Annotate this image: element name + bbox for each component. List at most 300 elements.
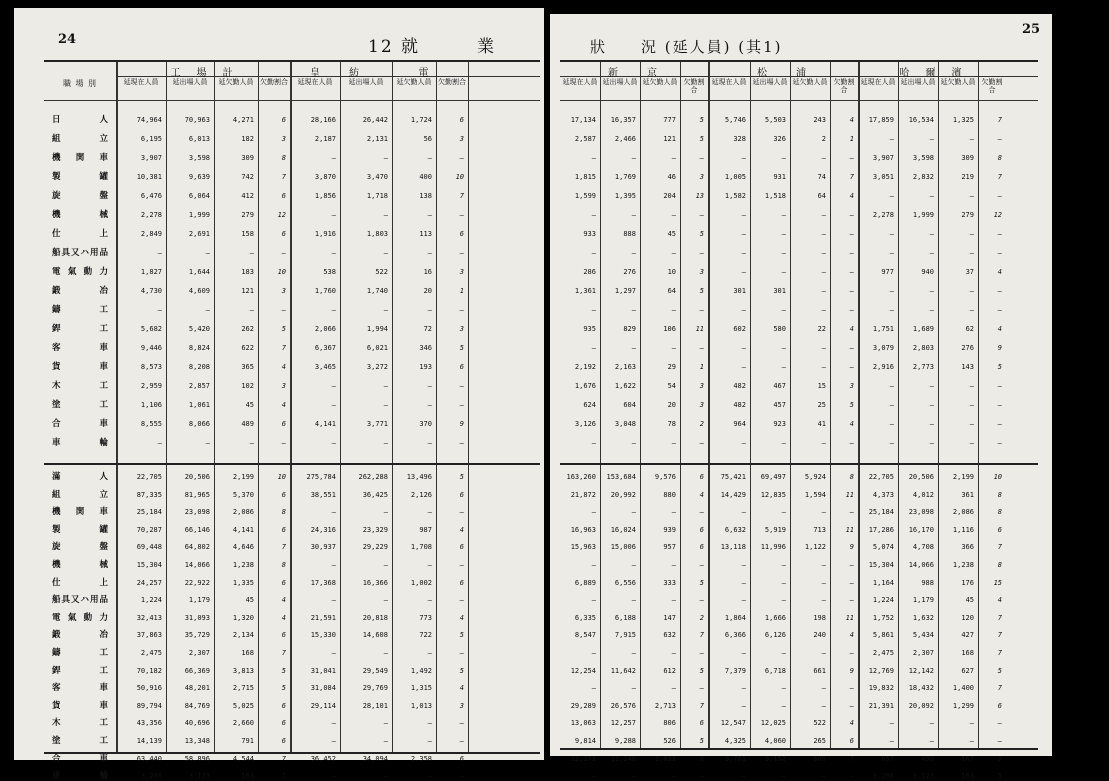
value-cell: 16,357 xyxy=(610,116,636,124)
value-cell: — xyxy=(671,439,676,447)
absence-ratio-cell: — xyxy=(459,772,464,781)
value-cell: 4,325 xyxy=(724,737,746,745)
absence-ratio-cell: 5 xyxy=(459,666,464,675)
value-cell: 163 xyxy=(241,772,254,781)
value-cell: 29,114 xyxy=(310,701,336,710)
value-cell: 3,051 xyxy=(872,173,894,181)
value-cell: — xyxy=(671,596,676,605)
value-cell: 5,025 xyxy=(232,701,254,710)
row-label: 鑄 工 xyxy=(52,648,108,658)
group-header: 哈 爾 濱 xyxy=(899,68,965,79)
value-cell: 2,307 xyxy=(912,649,934,657)
value-cell: 2,086 xyxy=(952,508,974,517)
value-cell: 38,551 xyxy=(310,490,336,499)
row-label: 貨 車 xyxy=(52,700,108,711)
value-cell: 1,361 xyxy=(574,287,596,295)
absence-ratio-cell: 6 xyxy=(459,116,464,124)
value-cell: 50,916 xyxy=(136,684,162,693)
value-cell: 153,684 xyxy=(606,473,636,481)
value-cell: 23,098 xyxy=(184,508,210,517)
value-cell: — xyxy=(969,306,974,314)
value-cell: 309 xyxy=(961,154,974,162)
value-cell: 977 xyxy=(881,268,894,276)
absence-ratio-cell: — xyxy=(849,249,854,257)
value-cell: — xyxy=(969,249,974,257)
value-cell: 777 xyxy=(663,116,676,124)
value-cell: — xyxy=(741,363,746,371)
absence-ratio-cell: 4 xyxy=(849,631,854,640)
value-cell: 204 xyxy=(663,192,676,200)
value-cell: 482 xyxy=(733,401,746,409)
absence-ratio-cell: — xyxy=(699,649,704,657)
value-cell: — xyxy=(889,420,894,428)
right-page xyxy=(550,14,1052,781)
value-cell: — xyxy=(591,306,596,314)
left-page-title: 12 就 業 xyxy=(368,37,497,57)
value-cell: 279 xyxy=(961,211,974,219)
value-cell: 28,101 xyxy=(362,701,388,710)
absence-ratio-cell: 6 xyxy=(699,473,704,481)
row-label: 鍛 冶 xyxy=(52,630,108,641)
value-cell: — xyxy=(741,561,746,569)
value-cell: — xyxy=(741,649,746,657)
value-cell: 147 xyxy=(663,613,676,622)
value-cell: 806 xyxy=(663,719,676,728)
value-cell: — xyxy=(331,401,336,409)
value-cell: 45 xyxy=(245,401,254,409)
value-cell: 13,348 xyxy=(184,737,210,745)
value-cell: 632 xyxy=(663,631,676,640)
absence-ratio-cell: — xyxy=(997,382,1002,390)
value-cell: — xyxy=(331,249,336,257)
absence-ratio-cell: 9 xyxy=(849,543,854,552)
absence-ratio-cell: 7 xyxy=(997,684,1002,693)
absence-ratio-cell: 6 xyxy=(281,116,286,124)
value-cell: — xyxy=(427,211,432,219)
value-cell: — xyxy=(969,382,974,390)
value-cell: 3,272 xyxy=(366,363,388,371)
value-cell: 3,813 xyxy=(232,666,254,675)
row-label: 仕 上 xyxy=(52,229,108,239)
value-cell: 158 xyxy=(241,230,254,238)
absence-ratio-cell: 7 xyxy=(997,613,1002,622)
value-cell: — xyxy=(781,684,786,693)
value-cell: 17,368 xyxy=(310,578,336,587)
row-label: 日 人 xyxy=(52,115,108,125)
value-cell: — xyxy=(427,154,432,162)
row-label: 機関車 xyxy=(52,153,108,163)
value-cell: 1,676 xyxy=(574,382,596,390)
value-cell: — xyxy=(781,306,786,314)
value-cell: 1,002 xyxy=(410,578,432,587)
absence-ratio-cell: 6 xyxy=(281,719,286,728)
value-cell: 3,123 xyxy=(188,772,210,781)
value-cell: 29,549 xyxy=(362,666,388,675)
row-label: 車 輪 xyxy=(52,438,108,448)
value-cell: 940 xyxy=(921,268,934,276)
value-cell: — xyxy=(741,684,746,693)
value-cell: — xyxy=(929,439,934,447)
value-cell: 29,769 xyxy=(362,684,388,693)
absence-ratio-cell: — xyxy=(849,306,854,314)
column-header: 延欠勤人員 xyxy=(792,78,828,86)
absence-ratio-cell: 3 xyxy=(459,701,464,710)
value-cell: — xyxy=(821,230,826,238)
value-cell: 13,063 xyxy=(570,719,596,728)
value-cell: 3,079 xyxy=(872,344,894,352)
value-cell: — xyxy=(929,192,934,200)
value-cell: 3,123 xyxy=(912,772,934,781)
value-cell: — xyxy=(889,249,894,257)
value-cell: — xyxy=(929,135,934,143)
value-cell: 1,164 xyxy=(872,578,894,587)
value-cell: 1,013 xyxy=(410,701,432,710)
value-cell: — xyxy=(671,249,676,257)
value-cell: 193 xyxy=(419,363,432,371)
absence-ratio-cell: — xyxy=(849,508,854,517)
absence-ratio-cell: — xyxy=(997,401,1002,409)
absence-ratio-cell: — xyxy=(699,508,704,517)
absence-ratio-cell: — xyxy=(849,230,854,238)
absence-ratio-cell: — xyxy=(699,344,704,352)
value-cell: 22,922 xyxy=(184,578,210,587)
absence-ratio-cell: 6 xyxy=(281,631,286,640)
value-cell: 13,496 xyxy=(406,473,432,481)
value-cell: 64,802 xyxy=(184,543,210,552)
value-cell: 4,060 xyxy=(764,737,786,745)
absence-ratio-cell: — xyxy=(849,561,854,569)
value-cell: — xyxy=(929,401,934,409)
absence-ratio-cell: — xyxy=(699,684,704,693)
absence-ratio-cell: 1 xyxy=(699,363,704,371)
column-header: 延出場人員 xyxy=(752,78,788,86)
value-cell: — xyxy=(383,561,388,569)
value-cell: 15,330 xyxy=(310,631,336,640)
value-cell: — xyxy=(929,719,934,728)
value-cell: 3,870 xyxy=(314,173,336,181)
value-cell: 1,122 xyxy=(804,543,826,552)
value-cell: 2,307 xyxy=(188,649,210,657)
value-cell: — xyxy=(969,287,974,295)
value-cell: 31,041 xyxy=(310,666,336,675)
value-cell: 66,369 xyxy=(184,666,210,675)
absence-ratio-cell: — xyxy=(459,719,464,728)
column-header: 延現在人員 xyxy=(562,78,598,86)
value-cell: 1,299 xyxy=(952,701,974,710)
absence-ratio-cell: — xyxy=(997,192,1002,200)
value-cell: 964 xyxy=(733,420,746,428)
absence-ratio-cell: 3 xyxy=(699,173,704,181)
absence-ratio-cell: 4 xyxy=(849,192,854,200)
absence-ratio-cell: 5 xyxy=(699,737,704,745)
value-cell: 138 xyxy=(419,192,432,200)
absence-ratio-cell: 11 xyxy=(845,613,854,622)
row-label: 旋 盤 xyxy=(52,542,108,553)
value-cell: 69,448 xyxy=(136,543,162,552)
value-cell: 1,999 xyxy=(188,211,210,219)
absence-ratio-cell: — xyxy=(459,154,464,162)
absence-ratio-cell: — xyxy=(849,287,854,295)
value-cell: 70,287 xyxy=(136,525,162,534)
value-cell: 1,916 xyxy=(314,230,336,238)
absence-ratio-cell: 4 xyxy=(281,613,286,622)
value-cell: 3,126 xyxy=(574,420,596,428)
absence-ratio-cell: — xyxy=(997,306,1002,314)
value-cell: — xyxy=(591,344,596,352)
value-cell: 8,761 xyxy=(724,754,746,763)
row-label: 機関車 xyxy=(52,507,108,518)
value-cell: 1,599 xyxy=(574,192,596,200)
value-cell: 25,184 xyxy=(136,508,162,517)
value-cell: 12,547 xyxy=(720,719,746,728)
value-cell: 121 xyxy=(241,287,254,295)
value-cell: — xyxy=(969,439,974,447)
value-cell: 17,134 xyxy=(570,116,596,124)
value-cell: — xyxy=(821,363,826,371)
value-cell: 16,963 xyxy=(570,525,596,534)
value-cell: — xyxy=(591,649,596,657)
absence-ratio-cell: 8 xyxy=(281,154,286,162)
value-cell: 1,827 xyxy=(140,268,162,276)
absence-ratio-cell: 6 xyxy=(699,719,704,728)
value-cell: 15 xyxy=(817,382,826,390)
absence-ratio-cell: 4 xyxy=(849,420,854,428)
value-cell: 661 xyxy=(813,666,826,675)
row-label: 塗 工 xyxy=(52,400,108,410)
value-cell: 5,746 xyxy=(724,116,746,124)
row-label: 木 工 xyxy=(52,718,108,729)
value-cell: — xyxy=(671,561,676,569)
absence-ratio-cell: — xyxy=(281,439,286,447)
value-cell: — xyxy=(331,508,336,517)
value-cell: 28,166 xyxy=(310,116,336,124)
value-cell: 37,863 xyxy=(136,631,162,640)
absence-ratio-cell: 4 xyxy=(849,325,854,333)
absence-ratio-cell: 6 xyxy=(997,701,1002,710)
absence-ratio-cell: 4 xyxy=(997,596,1002,605)
value-cell: — xyxy=(741,230,746,238)
column-header: 延現在人員 xyxy=(860,78,896,86)
value-cell: 16 xyxy=(423,268,432,276)
value-cell: 370 xyxy=(419,420,432,428)
absence-ratio-cell: — xyxy=(849,363,854,371)
value-cell: 2,959 xyxy=(140,382,162,390)
value-cell: 275,784 xyxy=(306,473,336,481)
value-cell: — xyxy=(741,306,746,314)
value-cell: 16,170 xyxy=(908,525,934,534)
absence-ratio-cell: 7 xyxy=(849,173,854,181)
value-cell: 31,093 xyxy=(184,613,210,622)
value-cell: — xyxy=(331,211,336,219)
value-cell: 168 xyxy=(961,649,974,657)
value-cell: 69,497 xyxy=(760,473,786,481)
absence-ratio-cell: 10 xyxy=(277,473,286,481)
value-cell: 1,335 xyxy=(232,578,254,587)
value-cell: — xyxy=(383,306,388,314)
value-cell: 931 xyxy=(773,173,786,181)
value-cell: — xyxy=(821,578,826,587)
value-cell: 1,760 xyxy=(314,287,336,295)
value-cell: 6,013 xyxy=(188,135,210,143)
absence-ratio-cell: 7 xyxy=(281,543,286,552)
value-cell: 12,769 xyxy=(868,666,894,675)
row-label: 客 車 xyxy=(52,343,108,353)
row-label: 鑄 工 xyxy=(52,305,108,315)
absence-ratio-cell: 5 xyxy=(699,578,704,587)
value-cell: — xyxy=(383,596,388,605)
absence-ratio-cell: 5 xyxy=(699,287,704,295)
value-cell: 18,432 xyxy=(908,684,934,693)
left-page xyxy=(14,8,544,781)
value-cell: 1,999 xyxy=(912,211,934,219)
value-cell: 1,238 xyxy=(232,561,254,569)
value-cell: 412 xyxy=(241,192,254,200)
value-cell: — xyxy=(383,154,388,162)
value-cell: 10,381 xyxy=(136,173,162,181)
value-cell: — xyxy=(671,772,676,781)
value-cell: 240 xyxy=(813,631,826,640)
value-cell: — xyxy=(631,561,636,569)
value-cell: 1,815 xyxy=(574,173,596,181)
value-cell: — xyxy=(331,382,336,390)
value-cell: 5,861 xyxy=(872,631,894,640)
value-cell: 1,005 xyxy=(724,173,746,181)
value-cell: 8,152 xyxy=(764,754,786,763)
absence-ratio-cell: 6 xyxy=(699,525,704,534)
absence-ratio-cell: — xyxy=(699,154,704,162)
value-cell: 120 xyxy=(961,613,974,622)
value-cell: 34,094 xyxy=(362,754,388,763)
value-cell: 609 xyxy=(813,754,826,763)
absence-ratio-cell: 7 xyxy=(459,192,464,200)
value-cell: 829 xyxy=(623,325,636,333)
left-page-number: 24 xyxy=(58,32,77,47)
absence-ratio-cell: 3 xyxy=(459,325,464,333)
value-cell: 84,769 xyxy=(184,701,210,710)
value-cell: — xyxy=(781,439,786,447)
value-cell: — xyxy=(157,306,162,314)
value-cell: 243 xyxy=(813,116,826,124)
absence-ratio-cell: 4 xyxy=(849,719,854,728)
value-cell: 2 xyxy=(821,135,826,143)
absence-ratio-cell: 10 xyxy=(277,268,286,276)
value-cell: — xyxy=(821,772,826,781)
value-cell: — xyxy=(157,439,162,447)
value-cell: 7,915 xyxy=(614,631,636,640)
value-cell: 933 xyxy=(583,230,596,238)
value-cell: 2,916 xyxy=(872,363,894,371)
value-cell: — xyxy=(631,439,636,447)
absence-ratio-cell: — xyxy=(997,135,1002,143)
value-cell: — xyxy=(427,649,432,657)
value-cell: 74,964 xyxy=(136,116,162,124)
value-cell: — xyxy=(741,596,746,605)
absence-ratio-cell: 7 xyxy=(699,701,704,710)
value-cell: — xyxy=(383,439,388,447)
value-cell: — xyxy=(889,192,894,200)
value-cell: 20,506 xyxy=(184,473,210,481)
value-cell: — xyxy=(821,508,826,517)
absence-ratio-cell: 1 xyxy=(849,135,854,143)
value-cell: — xyxy=(929,306,934,314)
value-cell: 19,832 xyxy=(868,684,894,693)
value-cell: 482 xyxy=(733,382,746,390)
row-label: 車 輪 xyxy=(52,771,108,781)
absence-ratio-cell: — xyxy=(459,596,464,605)
row-label: 船具又ハ用品 xyxy=(52,595,108,606)
value-cell: 773 xyxy=(419,613,432,622)
value-cell: 923 xyxy=(773,420,786,428)
row-label: 電氣動力 xyxy=(52,612,108,623)
absence-ratio-cell: 6 xyxy=(281,525,286,534)
value-cell: — xyxy=(591,439,596,447)
column-header: 延欠勤人員 xyxy=(940,78,976,86)
value-cell: — xyxy=(631,649,636,657)
absence-ratio-cell: 10 xyxy=(993,473,1002,481)
value-cell: — xyxy=(741,439,746,447)
row-label: 貨 車 xyxy=(52,362,108,372)
absence-ratio-cell: 6 xyxy=(459,363,464,371)
value-cell: 1,061 xyxy=(188,401,210,409)
absence-ratio-cell: 7 xyxy=(281,344,286,352)
absence-ratio-cell: — xyxy=(997,287,1002,295)
group-header: 電 xyxy=(418,68,432,79)
value-cell: 279 xyxy=(241,211,254,219)
value-cell: 40,696 xyxy=(184,719,210,728)
value-cell: 2,475 xyxy=(872,649,894,657)
absence-ratio-cell: 4 xyxy=(281,363,286,371)
value-cell: 2,278 xyxy=(872,211,894,219)
value-cell: 17,286 xyxy=(868,525,894,534)
value-cell: 624 xyxy=(583,401,596,409)
value-cell: 987 xyxy=(419,525,432,534)
value-cell: 1,325 xyxy=(952,116,974,124)
value-cell: 21,391 xyxy=(868,701,894,710)
absence-ratio-cell: — xyxy=(849,154,854,162)
value-cell: 31,084 xyxy=(310,684,336,693)
value-cell: — xyxy=(821,211,826,219)
value-cell: — xyxy=(929,420,934,428)
value-cell: — xyxy=(929,249,934,257)
value-cell: — xyxy=(969,401,974,409)
value-cell: — xyxy=(821,684,826,693)
value-cell: 1,116 xyxy=(952,525,974,534)
value-cell: 9,814 xyxy=(574,737,596,745)
absence-ratio-cell: — xyxy=(699,211,704,219)
value-cell: — xyxy=(591,508,596,517)
header-rule xyxy=(44,100,540,101)
absence-ratio-cell: — xyxy=(459,561,464,569)
value-cell: 1,492 xyxy=(410,666,432,675)
value-cell: 526 xyxy=(663,737,676,745)
value-cell: — xyxy=(889,382,894,390)
value-cell: 21,591 xyxy=(310,613,336,622)
absence-ratio-cell: — xyxy=(699,306,704,314)
value-cell: 32,413 xyxy=(136,613,162,622)
value-cell: — xyxy=(889,135,894,143)
value-cell: 1,724 xyxy=(410,116,432,124)
value-cell: 75,421 xyxy=(720,473,746,481)
value-cell: 37 xyxy=(965,268,974,276)
absence-ratio-cell: — xyxy=(997,719,1002,728)
absence-ratio-cell: 4 xyxy=(459,525,464,534)
value-cell: — xyxy=(821,306,826,314)
value-cell: — xyxy=(781,596,786,605)
value-cell: 2,358 xyxy=(410,754,432,763)
value-cell: 13,118 xyxy=(720,543,746,552)
value-cell: 45 xyxy=(667,230,676,238)
value-cell: 10 xyxy=(667,268,676,276)
